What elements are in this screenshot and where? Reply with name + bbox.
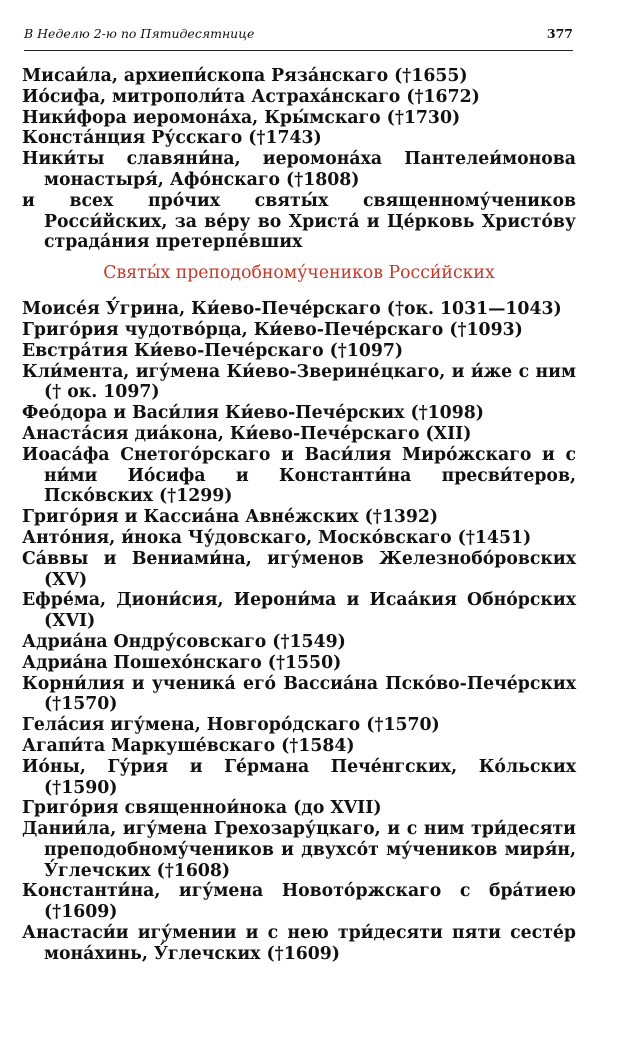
- commemoration-entry: Адриа́на Ондру́совскаго (†1549): [22, 631, 346, 652]
- commemoration-entry: Мисаи́ла, архиепи́скопа Ряза́нскаго (†1655): [22, 66, 468, 86]
- commemoration-entry: Фео́дора и Васи́лия Ки́ево-Пече́рских (†1098): [22, 403, 484, 424]
- commemoration-entry: Ио́ны, Гу́рия и Ге́рмана Пече́нгских, Ко́льских (†1590): [22, 756, 576, 798]
- commemoration-entry: Моисе́я У́грина, Ки́ево-Пече́рскаго (†ок. 1031—1043): [22, 299, 562, 320]
- commemoration-entry: Адриа́на Пошехо́нскаго (†1550): [22, 652, 342, 673]
- commemoration-entry: Евстра́тия Ки́ево-Пече́рскаго (†1097): [22, 340, 404, 361]
- commemoration-entry: Ефре́ма, Диони́сия, Иерони́ма и Исаа́кия Обно́рских (XVI): [22, 590, 576, 632]
- commemoration-entry: Григо́рия священнои́нока (до XVII): [22, 798, 382, 819]
- commemoration-entry: Анаста́сия диа́кона, Ки́ево-Пече́рскаго (XII): [22, 423, 472, 444]
- commemoration-list: [22, 66, 576, 965]
- commemoration-entry: Са́ввы и Вениами́на, игу́менов Железнобо́ровских (XV): [22, 548, 576, 590]
- running-title: В Неделю 2-ю по Пятидесятнице: [24, 26, 255, 41]
- page-header: [24, 20, 573, 51]
- commemoration-entry: Константи́на, игу́мена Новото́ржскаго с бра́тиею (†1609): [22, 881, 576, 923]
- commemoration-entry: Ники́ты славяни́на, иеромона́ха Пантелеи́монова монастыря́, Афо́нскаго (†1808): [22, 149, 576, 190]
- commemoration-entry: Корни́лия и ученика́ его́ Вассиа́на Пско́во-Пече́рских (†1570): [22, 673, 576, 715]
- commemoration-entry: Ники́фора иеромона́ха, Кры́мскаго (†1730): [22, 107, 461, 128]
- entries-main-group: [22, 299, 576, 965]
- commemoration-entry: Иоаса́фа Снетого́рскаго и Васи́лия Миро́жскаго и с ни́ми Ио́сифа и Константи́на пресви́теров, Пско́вских (†1299): [22, 444, 576, 507]
- commemoration-entry: Агапи́та Маркуше́вскаго (†1584): [22, 735, 355, 756]
- section-heading: Святы́х преподобному́чеников Росси́йских: [103, 263, 495, 284]
- commemoration-entry: Конста́нция Ру́сскаго (†1743): [22, 128, 322, 149]
- commemoration-entry: Анто́ния, и́нока Чу́довскаго, Моско́вскаго (†1451): [22, 527, 532, 548]
- commemoration-entry: Дании́ла, игу́мена Грехозару́цкаго, и с ним три́десяти преподобному́чеников и двухсо́т му́чеников миря́н, У́глечских (†1608): [22, 819, 576, 881]
- commemoration-entry: Гела́сия игу́мена, Новгоро́дскаго (†1570): [22, 715, 440, 736]
- commemoration-entry: Анастаси́и игу́мении и с нею три́десяти пяти сесте́р мона́хинь, У́глечских (†1609): [22, 923, 576, 964]
- commemoration-entry: Ио́сифа, митрополи́та Астраха́нскаго (†1672): [22, 86, 480, 107]
- commemoration-entry: Григо́рия чудотво́рца, Ки́ево-Пече́рскаго (†1093): [22, 319, 523, 340]
- commemoration-entry: и всех про́чих святы́х священному́чеников Росси́йских, за ве́ру во Христа́ и Це́рковь Христо́ву страда́ния претерпе́вших: [22, 190, 576, 253]
- commemoration-entry: Григо́рия и Кассиа́на Авне́жских (†1392): [22, 507, 439, 528]
- commemoration-entry: Кли́мента, игу́мена Ки́ево-Зверине́цкаго, и и́же с ним († ок. 1097): [22, 361, 576, 403]
- page-number: 377: [546, 26, 573, 41]
- entries-top-group: [22, 66, 576, 253]
